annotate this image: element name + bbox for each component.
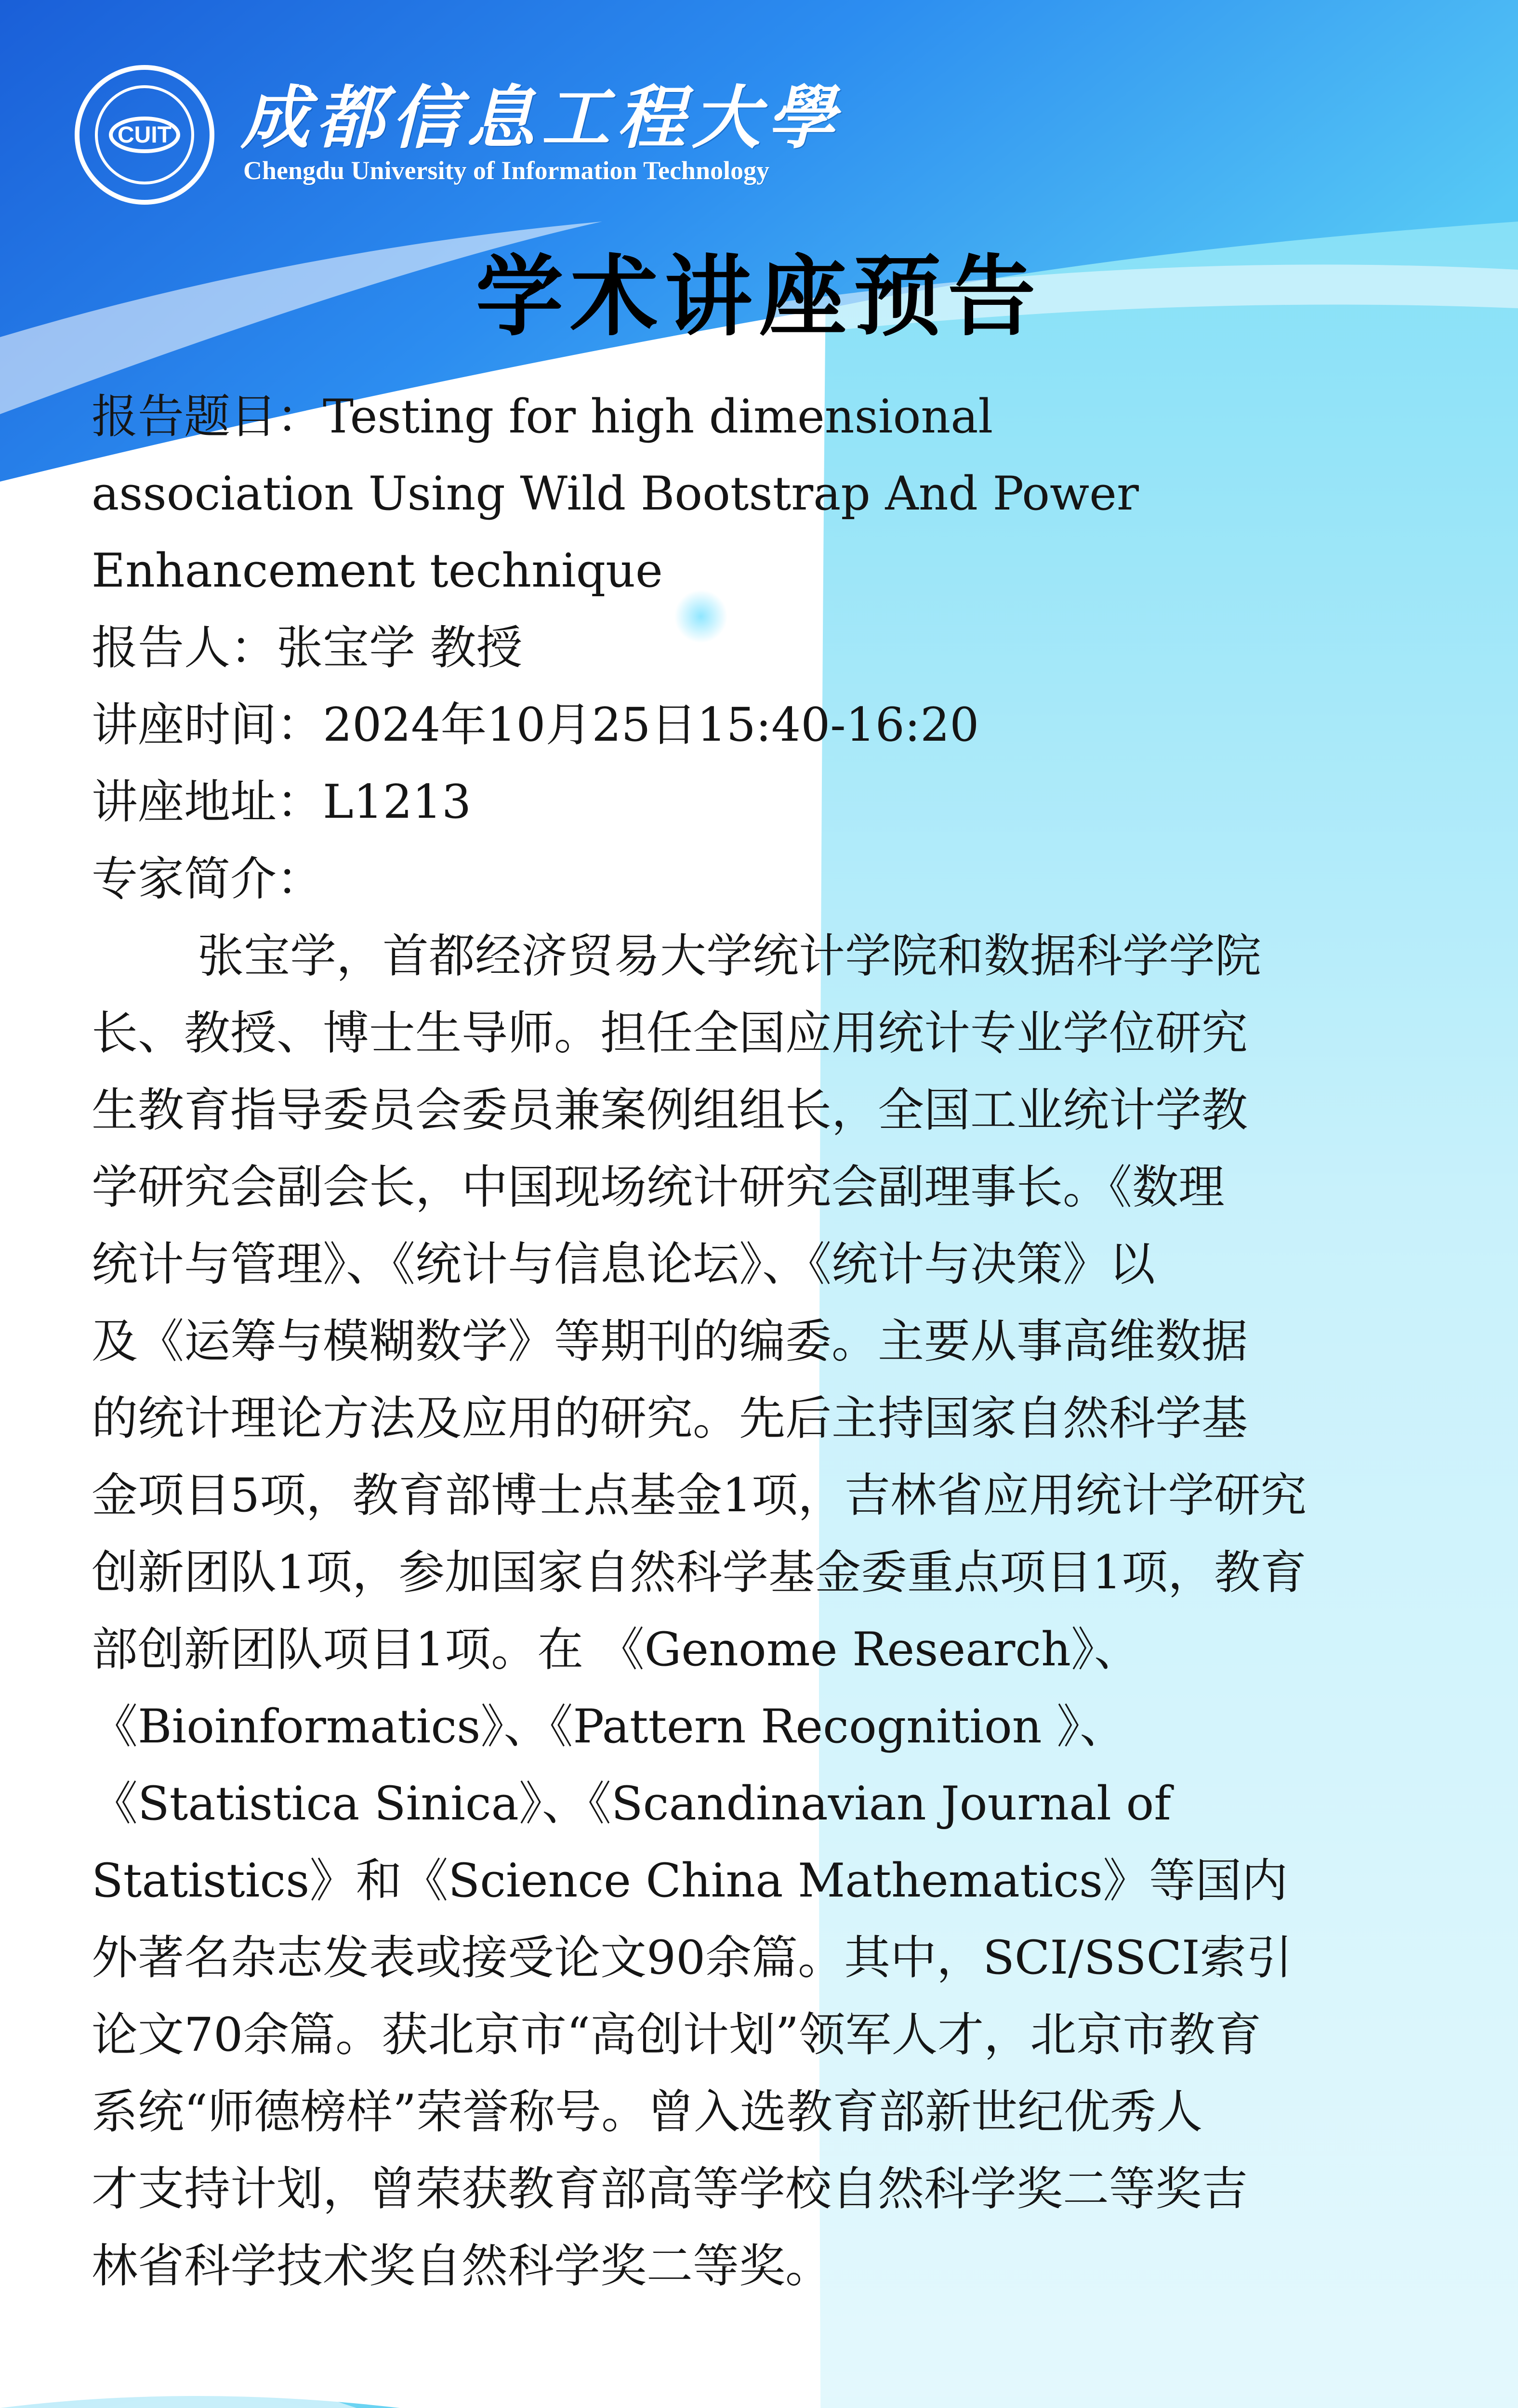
school-name-cn: 成都信息工程大學	[241, 78, 842, 158]
bio-line: 学研究会副会长，中国现场统计研究会副理事长。《数理	[92, 1160, 1225, 1214]
bio-line: 金项目5项，教育部博士点基金1项，吉林省应用统计学研究	[92, 1468, 1307, 1522]
time-line	[92, 686, 1436, 763]
topic-text-1: Testing for high dimensional	[323, 390, 993, 444]
school-name-en: Chengdu University of Information Technology	[243, 156, 770, 185]
university-seal-icon	[72, 63, 217, 207]
bio-line: 部创新团队项目1项。在 《Genome Research》、	[92, 1623, 1140, 1676]
bio-line: 林省科学技术奖自然科学奖二等奖。	[92, 2239, 832, 2293]
bio-line: 《Bioinformatics》、《Pattern Recognition 》、	[92, 1700, 1126, 1754]
speaker-label: 报告人：	[92, 621, 277, 675]
bio-line: 生教育指导委员会委员兼案例组组长，全国工业统计学教	[92, 1083, 1248, 1137]
bio-line: 才支持计划，曾荣获教育部高等学校自然科学奖二等奖吉	[92, 2162, 1248, 2216]
bio-line: 张宝学，首都经济贸易大学统计学院和数据科学学院	[198, 929, 1261, 983]
bio-line: 的统计理论方法及应用的研究。先后主持国家自然科学基	[92, 1391, 1248, 1445]
bio-line: 系统“师德榜样”荣誉称号。曾入选教育部新世纪优秀人	[92, 2085, 1203, 2139]
speaker-name: 张宝学 教授	[277, 621, 523, 675]
page-title: 学术讲座预告	[475, 245, 1043, 348]
speaker-line	[92, 609, 1436, 686]
seal-text: CUIT	[118, 122, 172, 148]
topic-line-3: Enhancement technique	[92, 544, 663, 598]
time-label: 讲座时间：	[92, 698, 323, 752]
venue-line	[92, 763, 1436, 840]
topic-label: 报告题目：	[92, 390, 323, 444]
bio-line: 长、教授、博士生导师。担任全国应用统计专业学位研究	[92, 1006, 1248, 1060]
bio-line: Statistics》和《Science China Mathematics》等国内	[92, 1854, 1288, 1908]
topic-line-2: association Using Wild Bootstrap And Power	[92, 467, 1139, 521]
bio-line: 及《运筹与模糊数学》等期刊的编委。主要从事高维数据	[92, 1314, 1248, 1368]
lecture-details	[92, 378, 1436, 2304]
bio-label: 专家简介：	[92, 852, 323, 906]
bio-line: 论文70余篇。获北京市“高创计划”领军人才，北京市教育	[92, 2008, 1262, 2062]
topic-line-1	[92, 378, 1436, 455]
bio-line: 统计与管理》、《统计与信息论坛》、《统计与决策》以	[92, 1237, 1155, 1291]
venue-label: 讲座地址：	[92, 775, 323, 829]
bio-line: 创新团队1项，参加国家自然科学基金委重点项目1项，教育	[92, 1545, 1307, 1599]
time-value: 2024年10月25日15:40-16:20	[323, 698, 979, 752]
venue-value: L1213	[323, 775, 472, 829]
bio-line: 外著名杂志发表或接受论文90余篇。其中，SCI/SSCI索引	[92, 1931, 1293, 1985]
bio-line: 《Statistica Sinica》、《Scandinavian Journal of	[92, 1777, 1171, 1831]
